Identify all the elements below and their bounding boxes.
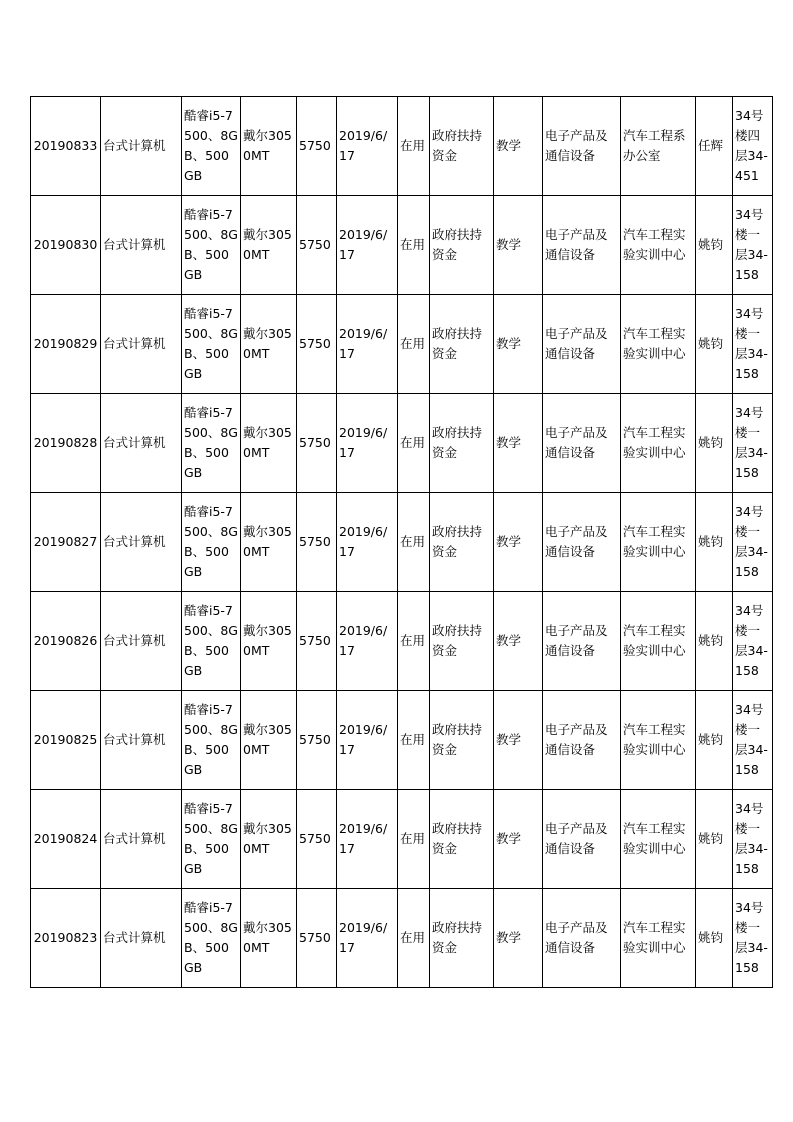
location-cell: 34号楼一层34-158: [733, 592, 773, 691]
spec-cell: 酷睿i5-7500、8GB、500GB: [182, 394, 241, 493]
usage-cell: 教学: [494, 394, 543, 493]
asset-name-cell: 台式计算机: [101, 889, 182, 988]
status-cell: 在用: [398, 889, 430, 988]
asset-table-body: [31, 97, 773, 988]
model-cell: 戴尔3050MT: [241, 889, 297, 988]
date-cell: 2019/6/17: [337, 493, 398, 592]
model-cell: 戴尔3050MT: [241, 592, 297, 691]
asset-id-cell: 20190828: [31, 394, 101, 493]
location-cell: 34号楼一层34-158: [733, 790, 773, 889]
status-cell: 在用: [398, 394, 430, 493]
asset-name-cell: 台式计算机: [101, 493, 182, 592]
department-cell: 汽车工程实验实训中心: [621, 295, 696, 394]
custodian-cell: 姚钧: [696, 691, 733, 790]
date-cell: 2019/6/17: [337, 790, 398, 889]
date-cell: 2019/6/17: [337, 295, 398, 394]
asset-id-cell: 20190826: [31, 592, 101, 691]
table-row: [31, 790, 773, 889]
funding-cell: 政府扶持资金: [430, 493, 494, 592]
price-cell: 5750: [297, 790, 337, 889]
location-cell: 34号楼一层34-158: [733, 889, 773, 988]
location-cell: 34号楼一层34-158: [733, 691, 773, 790]
usage-cell: 教学: [494, 889, 543, 988]
usage-cell: 教学: [494, 196, 543, 295]
spec-cell: 酷睿i5-7500、8GB、500GB: [182, 295, 241, 394]
spec-cell: 酷睿i5-7500、8GB、500GB: [182, 691, 241, 790]
funding-cell: 政府扶持资金: [430, 592, 494, 691]
department-cell: 汽车工程实验实训中心: [621, 790, 696, 889]
department-cell: 汽车工程实验实训中心: [621, 196, 696, 295]
table-row: [31, 196, 773, 295]
category-cell: 电子产品及通信设备: [543, 592, 621, 691]
custodian-cell: 姚钧: [696, 592, 733, 691]
table-row: [31, 889, 773, 988]
category-cell: 电子产品及通信设备: [543, 97, 621, 196]
date-cell: 2019/6/17: [337, 889, 398, 988]
custodian-cell: 姚钧: [696, 493, 733, 592]
status-cell: 在用: [398, 97, 430, 196]
category-cell: 电子产品及通信设备: [543, 196, 621, 295]
category-cell: 电子产品及通信设备: [543, 691, 621, 790]
category-cell: 电子产品及通信设备: [543, 394, 621, 493]
asset-id-cell: 20190824: [31, 790, 101, 889]
asset-name-cell: 台式计算机: [101, 97, 182, 196]
status-cell: 在用: [398, 295, 430, 394]
usage-cell: 教学: [494, 592, 543, 691]
usage-cell: 教学: [494, 97, 543, 196]
spec-cell: 酷睿i5-7500、8GB、500GB: [182, 196, 241, 295]
price-cell: 5750: [297, 592, 337, 691]
category-cell: 电子产品及通信设备: [543, 493, 621, 592]
model-cell: 戴尔3050MT: [241, 196, 297, 295]
status-cell: 在用: [398, 790, 430, 889]
category-cell: 电子产品及通信设备: [543, 295, 621, 394]
location-cell: 34号楼一层34-158: [733, 196, 773, 295]
price-cell: 5750: [297, 295, 337, 394]
status-cell: 在用: [398, 196, 430, 295]
spec-cell: 酷睿i5-7500、8GB、500GB: [182, 889, 241, 988]
asset-id-cell: 20190827: [31, 493, 101, 592]
price-cell: 5750: [297, 493, 337, 592]
model-cell: 戴尔3050MT: [241, 97, 297, 196]
asset-name-cell: 台式计算机: [101, 394, 182, 493]
asset-id-cell: 20190830: [31, 196, 101, 295]
date-cell: 2019/6/17: [337, 691, 398, 790]
usage-cell: 教学: [494, 691, 543, 790]
location-cell: 34号楼一层34-158: [733, 493, 773, 592]
department-cell: 汽车工程系办公室: [621, 97, 696, 196]
date-cell: 2019/6/17: [337, 592, 398, 691]
price-cell: 5750: [297, 691, 337, 790]
funding-cell: 政府扶持资金: [430, 394, 494, 493]
table-row: [31, 394, 773, 493]
funding-cell: 政府扶持资金: [430, 889, 494, 988]
funding-cell: 政府扶持资金: [430, 196, 494, 295]
department-cell: 汽车工程实验实训中心: [621, 889, 696, 988]
spec-cell: 酷睿i5-7500、8GB、500GB: [182, 592, 241, 691]
usage-cell: 教学: [494, 295, 543, 394]
status-cell: 在用: [398, 691, 430, 790]
asset-id-cell: 20190829: [31, 295, 101, 394]
category-cell: 电子产品及通信设备: [543, 889, 621, 988]
table-row: [31, 97, 773, 196]
asset-id-cell: 20190825: [31, 691, 101, 790]
asset-name-cell: 台式计算机: [101, 295, 182, 394]
asset-id-cell: 20190833: [31, 97, 101, 196]
asset-name-cell: 台式计算机: [101, 196, 182, 295]
asset-name-cell: 台式计算机: [101, 790, 182, 889]
location-cell: 34号楼一层34-158: [733, 394, 773, 493]
department-cell: 汽车工程实验实训中心: [621, 691, 696, 790]
custodian-cell: 姚钧: [696, 196, 733, 295]
model-cell: 戴尔3050MT: [241, 493, 297, 592]
custodian-cell: 姚钧: [696, 295, 733, 394]
usage-cell: 教学: [494, 790, 543, 889]
date-cell: 2019/6/17: [337, 196, 398, 295]
spec-cell: 酷睿i5-7500、8GB、500GB: [182, 493, 241, 592]
custodian-cell: 姚钧: [696, 889, 733, 988]
funding-cell: 政府扶持资金: [430, 97, 494, 196]
custodian-cell: 姚钧: [696, 394, 733, 493]
asset-name-cell: 台式计算机: [101, 691, 182, 790]
funding-cell: 政府扶持资金: [430, 790, 494, 889]
funding-cell: 政府扶持资金: [430, 295, 494, 394]
date-cell: 2019/6/17: [337, 97, 398, 196]
department-cell: 汽车工程实验实训中心: [621, 592, 696, 691]
department-cell: 汽车工程实验实训中心: [621, 394, 696, 493]
asset-id-cell: 20190823: [31, 889, 101, 988]
table-row: [31, 295, 773, 394]
model-cell: 戴尔3050MT: [241, 295, 297, 394]
status-cell: 在用: [398, 592, 430, 691]
model-cell: 戴尔3050MT: [241, 691, 297, 790]
spec-cell: 酷睿i5-7500、8GB、500GB: [182, 790, 241, 889]
model-cell: 戴尔3050MT: [241, 394, 297, 493]
model-cell: 戴尔3050MT: [241, 790, 297, 889]
location-cell: 34号楼四层34-451: [733, 97, 773, 196]
funding-cell: 政府扶持资金: [430, 691, 494, 790]
asset-table: [30, 96, 773, 988]
department-cell: 汽车工程实验实训中心: [621, 493, 696, 592]
table-row: [31, 691, 773, 790]
table-row: [31, 592, 773, 691]
custodian-cell: 任辉: [696, 97, 733, 196]
usage-cell: 教学: [494, 493, 543, 592]
asset-name-cell: 台式计算机: [101, 592, 182, 691]
price-cell: 5750: [297, 196, 337, 295]
spec-cell: 酷睿i5-7500、8GB、500GB: [182, 97, 241, 196]
custodian-cell: 姚钧: [696, 790, 733, 889]
date-cell: 2019/6/17: [337, 394, 398, 493]
price-cell: 5750: [297, 394, 337, 493]
table-row: [31, 493, 773, 592]
price-cell: 5750: [297, 889, 337, 988]
location-cell: 34号楼一层34-158: [733, 295, 773, 394]
category-cell: 电子产品及通信设备: [543, 790, 621, 889]
status-cell: 在用: [398, 493, 430, 592]
price-cell: 5750: [297, 97, 337, 196]
